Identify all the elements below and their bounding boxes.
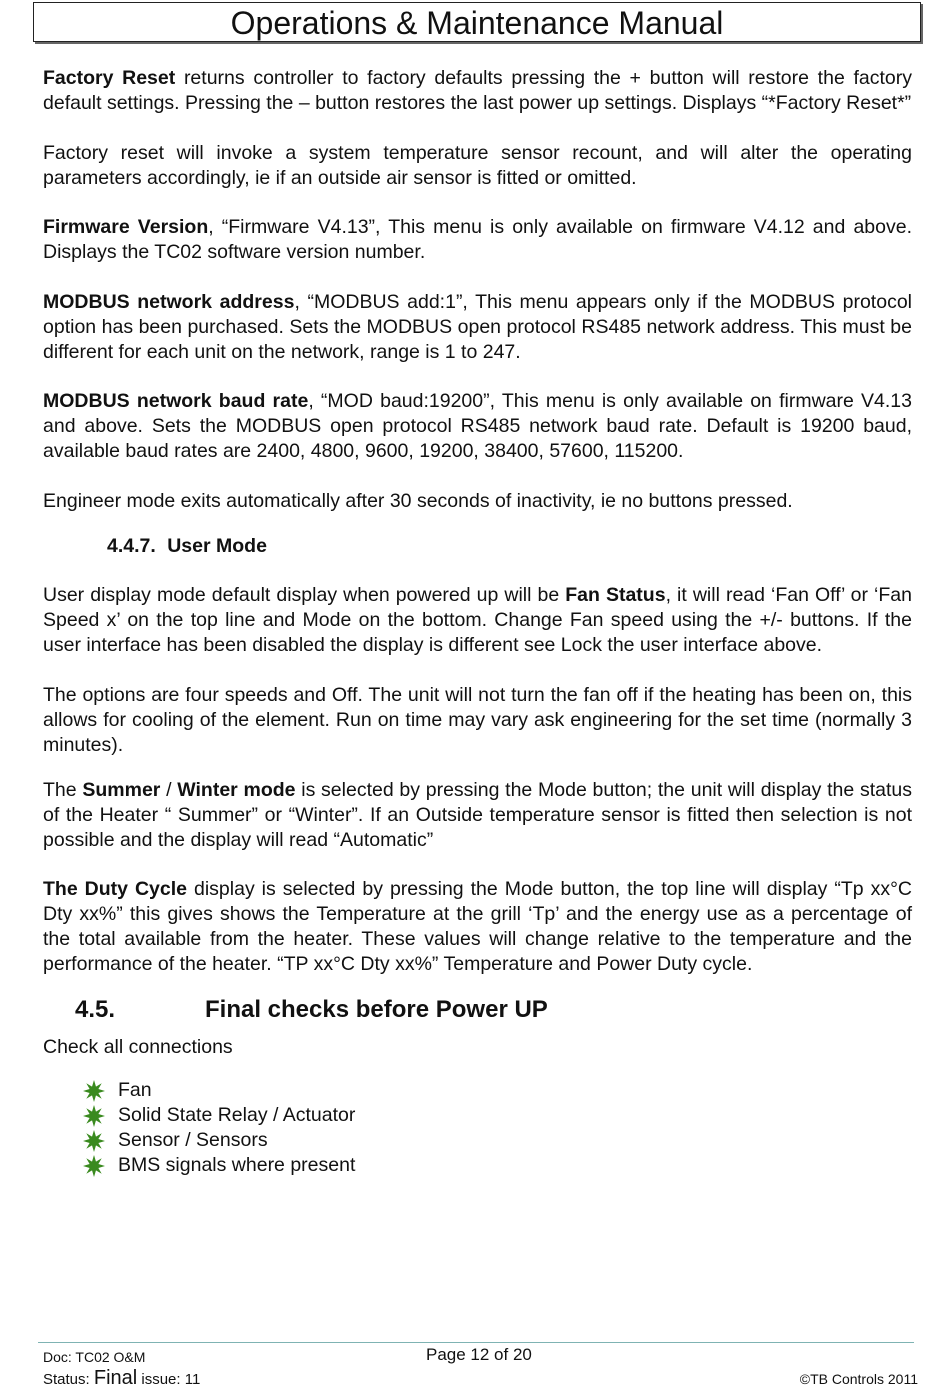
footer-doc: Doc: TC02 O&M — [43, 1349, 146, 1365]
list-item — [83, 1103, 912, 1128]
user-mode-heading — [107, 534, 912, 559]
factory-reset-note: Factory reset will invoke a system temperature sensor recount, and will alter the operating parameters accordingly, ie if an outside air sensor is fitted or omitted. — [43, 141, 912, 189]
duty-cycle-term: The Duty Cycle — [43, 878, 188, 900]
firmware-paragraph — [43, 215, 912, 265]
user-mode-p4-after: display is selected by pressing the Mode button, the top line will display “Tp xx°C Dty xx%” this gives shows the Temperature at the grill ‘Tp’ and the energy use as a percentage of the total available from the heater. These values will change relative to the temperature and the performance of the heater. “TP xx°C Dty xx%” Temperature and Power Duty cycle. — [43, 878, 912, 975]
modbus-address-text: , “MODBUS add:1”, This menu appears only if the MODBUS protocol option has been purchased. Sets the MODBUS open protocol RS485 network address. This must be different for each unit on the network, range is 1 to 247. — [43, 290, 912, 363]
final-checks-heading — [75, 995, 912, 1025]
list-item — [83, 1128, 912, 1153]
user-mode-number: 4.4.7. — [107, 535, 156, 557]
page-header — [33, 2, 921, 42]
modbus-address-paragraph — [43, 290, 912, 365]
list-item-label: Sensor / Sensors — [118, 1129, 268, 1151]
modbus-address-term: MODBUS network address — [43, 290, 295, 313]
page-body — [43, 66, 912, 1178]
modbus-baud-text: , “MOD baud:19200”, This menu is only available on firmware V4.13 and above. Sets the MODBUS open protocol RS485 network baud rate. Default is 19200 baud, available baud rates are 2400, 4800, 9600, 19200, 38400, 57600, 115200. — [43, 390, 912, 462]
user-mode-paragraph-3 — [43, 778, 912, 853]
user-mode-p1-before: User display mode default display when powered up will be — [43, 584, 566, 606]
final-checks-number: 4.5. — [75, 996, 116, 1023]
user-mode-p3-before: The — [43, 778, 83, 801]
starburst-bullet-icon — [83, 1105, 105, 1127]
summer-term: Summer — [82, 778, 161, 801]
list-item — [83, 1153, 912, 1178]
footer-status-label: Status: — [43, 1371, 94, 1388]
modbus-baud-paragraph — [43, 389, 912, 464]
user-mode-title: User Mode — [167, 535, 267, 557]
firmware-term: Firmware Version — [43, 216, 209, 238]
user-mode-paragraph-2: The options are four speeds and Off. The unit will not turn the fan off if the heating has been on, this allows for cooling of the element. Run on time may vary ask engineering for the set time (normally 3 minutes). — [43, 683, 912, 756]
user-mode-p3-sep: / — [160, 778, 178, 801]
list-item-label: Solid State Relay / Actuator — [118, 1104, 356, 1126]
engineer-exit-paragraph: Engineer mode exits automatically after 30 seconds of inactivity, ie no buttons pressed. — [43, 489, 793, 512]
footer-status-value: Final — [93, 1367, 138, 1389]
user-mode-p3-after: is selected by pressing the Mode button; the unit will display the status of the Heater “ Summer” or “Winter”. If an Outside temperature sensor is fitted then selection is not possible and the display will read “Automatic” — [43, 778, 912, 851]
user-mode-paragraph-4 — [43, 877, 912, 977]
firmware-text: , “Firmware V4.13”, This menu is only available on firmware V4.12 and above. Displays the TC02 software version number. — [43, 216, 912, 263]
page-header-title: Operations & Maintenance Manual — [230, 5, 724, 41]
factory-reset-term: Factory Reset — [43, 67, 176, 89]
list-item-label: BMS signals where present — [118, 1154, 356, 1176]
footer-issue: issue: 11 — [137, 1371, 201, 1388]
footer-divider — [38, 1342, 914, 1343]
modbus-baud-term: MODBUS network baud rate — [43, 390, 309, 412]
user-mode-p1-after: , it will read ‘Fan Off’ or ‘Fan Speed x’ on the top line and Mode on the bottom. Change Fan speed using the +/- buttons. If the user interface has been disabled the display is different see Lock the user interface above. — [43, 584, 912, 656]
user-mode-paragraph-1 — [43, 583, 912, 658]
list-item — [83, 1078, 912, 1103]
starburst-bullet-icon — [83, 1080, 105, 1102]
starburst-bullet-icon — [83, 1130, 105, 1152]
footer-copyright: ©TB Controls 2011 — [799, 1371, 918, 1387]
footer-status — [43, 1367, 200, 1390]
winter-mode-term: Winter mode — [177, 778, 296, 801]
starburst-bullet-icon — [83, 1155, 105, 1177]
factory-reset-text: returns controller to factory defaults pressing the + button will restore the factory default settings. Pressing the – button restores the last power up settings. Displays “*Factory Reset*” — [43, 67, 913, 114]
final-checks-list — [83, 1078, 912, 1178]
final-checks-intro: Check all connections — [43, 1036, 233, 1058]
factory-reset-paragraph — [43, 66, 912, 116]
final-checks-title: Final checks before Power UP — [205, 996, 548, 1023]
fan-status-term: Fan Status — [565, 584, 666, 606]
list-item-label: Fan — [118, 1079, 152, 1101]
footer-page-number: Page 12 of 20 — [426, 1345, 532, 1364]
